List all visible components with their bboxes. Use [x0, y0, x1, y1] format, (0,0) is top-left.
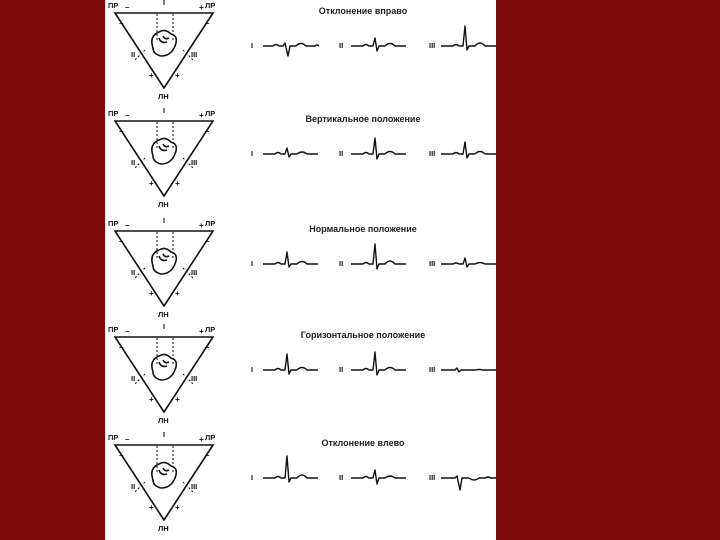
ecg-lead-label: I	[251, 41, 254, 50]
minus-sign: –	[125, 221, 130, 230]
axis-panel	[108, 0, 496, 101]
plus-sign: +	[175, 395, 180, 404]
minus-sign: –	[205, 19, 210, 28]
ecg-lead-1-trace	[263, 148, 318, 157]
projection-lines	[157, 446, 173, 472]
lead-i-label: I	[163, 216, 166, 225]
minus-sign: –	[125, 435, 130, 444]
plus-sign: +	[175, 289, 180, 298]
panel-title: Отклонение вправо	[318, 6, 408, 16]
ecg-lead-label: II	[339, 473, 344, 482]
minus-sign: –	[125, 111, 130, 120]
minus-sign: –	[119, 343, 124, 352]
ecg-lead-3-trace	[441, 26, 496, 50]
projection-lines	[157, 122, 173, 148]
ecg-lead-1-trace	[263, 354, 318, 374]
left-leg-label: ЛН	[158, 524, 169, 533]
lead-ii-label: II	[131, 374, 136, 383]
heart-icon	[152, 462, 176, 488]
left-arm-label: ЛР	[205, 1, 216, 10]
einthoven-triangle	[115, 121, 213, 196]
einthoven-triangle	[115, 337, 213, 412]
ecg-lead-label: II	[339, 149, 344, 158]
ecg-lead-label: III	[429, 365, 436, 374]
lead-i-label: I	[163, 322, 166, 331]
ecg-lead-label: III	[429, 41, 436, 50]
plus-sign: +	[199, 3, 204, 12]
minus-sign: –	[205, 127, 210, 136]
left-leg-label: ЛН	[158, 416, 169, 425]
minus-sign: –	[205, 343, 210, 352]
plus-sign: +	[149, 289, 154, 298]
panel-title: Отклонение влево	[321, 438, 405, 448]
ecg-lead-label: II	[339, 41, 344, 50]
minus-sign: –	[205, 237, 210, 246]
ecg-lead-label: I	[251, 259, 254, 268]
einthoven-triangle	[115, 445, 213, 520]
ecg-lead-label: II	[339, 259, 344, 268]
ecg-lead-3-trace	[441, 476, 496, 490]
panel-title: Нормальное положение	[309, 224, 417, 234]
ecg-lead-3-trace	[441, 258, 496, 267]
ecg-lead-label: I	[251, 365, 254, 374]
left-arm-label: ЛР	[205, 219, 216, 228]
ecg-lead-label: II	[339, 365, 344, 374]
right-arm-label: ПР	[108, 325, 119, 334]
ecg-lead-1-trace	[263, 456, 318, 482]
ecg-lead-2-trace	[351, 470, 406, 484]
plus-sign: +	[199, 327, 204, 336]
ecg-lead-label: III	[429, 259, 436, 268]
lead-ii-label: II	[131, 268, 136, 277]
ecg-lead-label: I	[251, 149, 254, 158]
ecg-lead-2-trace	[351, 244, 406, 269]
left-arm-label: ЛР	[205, 109, 216, 118]
minus-sign: –	[119, 237, 124, 246]
lead-iii-label: III	[191, 50, 198, 59]
einthoven-triangle	[115, 231, 213, 306]
minus-sign: –	[119, 127, 124, 136]
ecg-lead-3-trace	[441, 142, 496, 158]
lead-i-label: I	[163, 430, 166, 439]
lead-iii-label: III	[191, 374, 198, 383]
ecg-lead-label: I	[251, 473, 254, 482]
ecg-lead-label: III	[429, 473, 436, 482]
minus-sign: –	[205, 451, 210, 460]
projection-lines	[157, 232, 173, 258]
ecg-lead-2-trace	[351, 352, 406, 375]
ecg-lead-2-trace	[351, 138, 406, 159]
plus-sign: +	[199, 221, 204, 230]
lead-i-label: I	[163, 106, 166, 115]
projection-lines	[157, 338, 173, 364]
ecg-lead-1-trace	[263, 252, 318, 267]
projection-lines	[157, 14, 173, 40]
axis-panel	[108, 216, 496, 319]
lead-i-label: I	[163, 0, 166, 7]
heart-icon	[152, 30, 176, 56]
left-leg-label: ЛН	[158, 310, 169, 319]
lead-iii-label: III	[191, 268, 198, 277]
plus-sign: +	[149, 503, 154, 512]
ecg-lead-1-trace	[263, 43, 319, 56]
einthoven-figure	[105, 0, 496, 540]
axis-panel	[108, 106, 496, 209]
ecg-lead-label: III	[429, 149, 436, 158]
minus-sign: –	[125, 3, 130, 12]
minus-sign: –	[119, 451, 124, 460]
left-arm-label: ЛР	[205, 433, 216, 442]
plus-sign: +	[175, 179, 180, 188]
lead-ii-label: II	[131, 482, 136, 491]
lead-ii-label: II	[131, 158, 136, 167]
right-arm-label: ПР	[108, 219, 119, 228]
heart-icon	[152, 354, 176, 380]
axis-panel	[108, 430, 496, 533]
lead-iii-label: III	[191, 482, 198, 491]
axis-panel	[108, 322, 496, 425]
plus-sign: +	[149, 179, 154, 188]
plus-sign: +	[149, 395, 154, 404]
figure-sheet	[105, 0, 496, 540]
right-arm-label: ПР	[108, 109, 119, 118]
plus-sign: +	[199, 111, 204, 120]
panel-title: Вертикальное положение	[305, 114, 421, 124]
right-arm-label: ПР	[108, 1, 119, 10]
lead-ii-label: II	[131, 50, 136, 59]
lead-iii-label: III	[191, 158, 198, 167]
plus-sign: +	[199, 435, 204, 444]
ecg-lead-3-trace	[441, 368, 496, 372]
minus-sign: –	[125, 327, 130, 336]
right-arm-label: ПР	[108, 433, 119, 442]
plus-sign: +	[175, 71, 180, 80]
left-leg-label: ЛН	[158, 200, 169, 209]
plus-sign: +	[175, 503, 180, 512]
einthoven-triangle	[115, 13, 213, 88]
plus-sign: +	[149, 71, 154, 80]
heart-icon	[152, 138, 176, 164]
panel-title: Горизонтальное положение	[300, 330, 426, 340]
minus-sign: –	[119, 19, 124, 28]
ecg-lead-2-trace	[351, 38, 406, 51]
heart-icon	[152, 248, 176, 274]
left-arm-label: ЛР	[205, 325, 216, 334]
left-leg-label: ЛН	[158, 92, 169, 101]
